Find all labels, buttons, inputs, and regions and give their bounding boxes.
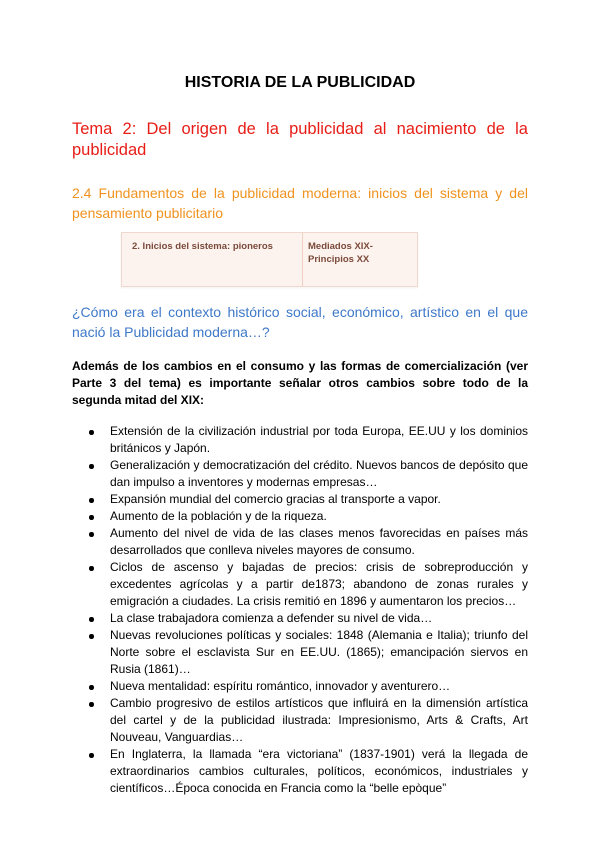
bullet-icon	[89, 753, 94, 758]
list-item: Generalización y democratización del crédito. Nuevos bancos de depósito que dan impulso a inventores y modernas empresas…	[72, 457, 528, 491]
table-divider	[302, 233, 303, 286]
list-item: Expansión mundial del comercio gracias al transporte a vapor.	[72, 491, 528, 508]
list-item: Extensión de la civilización industrial por toda Europa, EE.UU y los dominios británicos y Japón.	[72, 423, 528, 457]
bullet-icon	[89, 634, 94, 639]
guiding-question: ¿Cómo era el contexto histórico social, económico, artístico en el que nació la Publicidad moderna…?	[72, 304, 528, 340]
list-item: La clase trabajadora comienza a defender su nivel de vida…	[72, 610, 528, 627]
list-item: Nueva mentalidad: espíritu romántico, innovador y aventurero…	[72, 678, 528, 695]
intro-paragraph: Además de los cambios en el consumo y las formas de comercialización (ver Parte 3 del tema) es importante señalar otros cambios sobre todo de la segunda mitad del XIX:	[72, 359, 528, 407]
bullet-icon	[89, 702, 94, 707]
list-item: Aumento de la población y de la riqueza.	[72, 508, 528, 525]
bullet-icon	[89, 617, 94, 622]
bullet-icon	[89, 532, 94, 537]
bullet-icon	[89, 498, 94, 503]
period-table-image	[121, 232, 418, 287]
list-item: Nuevas revoluciones políticas y sociales: 1848 (Alemania e Italia); triunfo del Norte sobre el esclavista Sur en EE.UU. (1865); emancipación siervos en Rusia (1861)…	[72, 627, 528, 678]
list-item: Ciclos de ascenso y bajadas de precios: crisis de sobreproducción y excedentes agrícolas y a partir de1873; abandono de zonas rurales y emigración a ciudades. La crisis remitió en 1896 y aumentaron los precios…	[72, 559, 528, 610]
table-cell-period: Mediados XIX-Principios XX	[308, 241, 373, 265]
list-item: En Inglaterra, la llamada “era victoriana” (1837-1901) verá la llegada de extraordinarios cambios culturales, políticos, económicos, industriales y científicos…Época conocida en Francia como la “belle epòque”	[72, 746, 528, 797]
list-item: Aumento del nivel de vida de las clases menos favorecidas en países más desarrollados que conlleva niveles mayores de consumo.	[72, 525, 528, 559]
context-bullet-list	[72, 423, 528, 797]
topic-heading: Tema 2: Del origen de la publicidad al nacimiento de la publicidad	[72, 120, 528, 159]
bullet-icon	[89, 430, 94, 435]
document-title: HISTORIA DE LA PUBLICIDAD	[184, 74, 416, 91]
bullet-icon	[89, 566, 94, 571]
bullet-icon	[89, 464, 94, 469]
table-cell-stage: 2. Inicios del sistema: pioneros	[132, 241, 273, 252]
list-item: Cambio progresivo de estilos artísticos que influirá en la dimensión artística del cartel y de la publicidad ilustrada: Impresionismo, Arts & Crafts, Art Nouveau, Vanguardias…	[72, 695, 528, 746]
section-heading: 2.4 Fundamentos de la publicidad moderna: inicios del sistema y del pensamiento publicitario	[72, 185, 528, 221]
bullet-icon	[89, 685, 94, 690]
bullet-icon	[89, 515, 94, 520]
